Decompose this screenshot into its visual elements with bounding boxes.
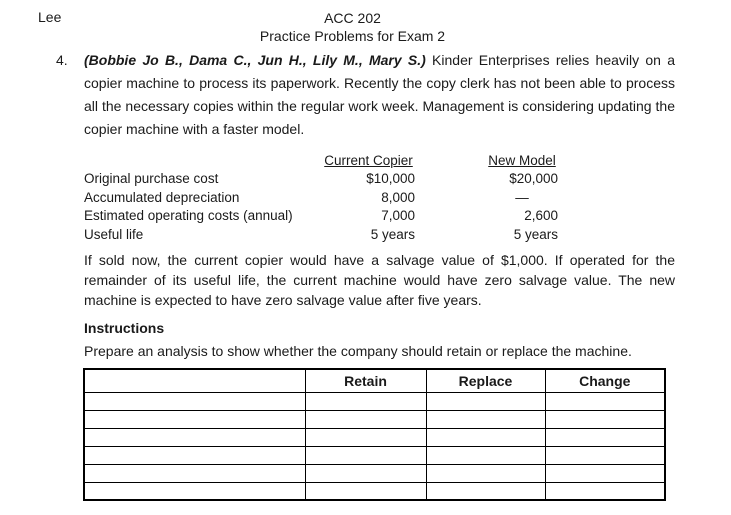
answer-table [83, 368, 666, 501]
answer-table-cell [84, 464, 305, 482]
course-title: ACC 202 [324, 10, 381, 26]
answer-header-retain: Retain [305, 369, 426, 392]
comparison-header-row [84, 149, 558, 168]
comparison-table [84, 149, 558, 242]
column-header-current-copier: Current Copier [324, 152, 413, 168]
answer-table-header-row [84, 369, 665, 392]
answer-table-cell [426, 410, 545, 428]
answer-table-cell [426, 482, 545, 500]
blank-cell [415, 186, 486, 205]
blank-cell [415, 149, 486, 168]
current-copier-value: 8,000 [381, 189, 415, 205]
answer-table-empty-row [84, 446, 665, 464]
blank-cell [415, 223, 486, 242]
answer-table-cell [545, 410, 665, 428]
answer-table-cell [84, 446, 305, 464]
answer-table-cell [84, 392, 305, 410]
problem-body: Kinder Enterprises relies heavily on a copier machine to process its paperwork. Recently the copy clerk has not been able to process all the necessary copies within the regular work week. Management is considering updating the copier machine with a faster model. [84, 52, 675, 137]
answer-table-cell [426, 446, 545, 464]
row-label: Accumulated depreciation [84, 189, 240, 205]
row-label: Useful life [84, 226, 144, 242]
answer-table-empty-row [84, 428, 665, 446]
answer-table-cell [545, 464, 665, 482]
problem-text [84, 49, 675, 141]
blank-cell [84, 149, 322, 168]
problem-number: 4. [56, 52, 68, 68]
blank-cell [415, 168, 486, 187]
new-model-value: — [515, 189, 529, 205]
new-model-value: $20,000 [509, 171, 558, 186]
page-title: Practice Problems for Exam 2 [259, 28, 446, 44]
answer-table-cell [305, 428, 426, 446]
instructions-text: Prepare an analysis to show whether the company should retain or replace the machine. [84, 343, 632, 359]
problem-block [56, 49, 675, 141]
author-name: Lee [38, 9, 62, 25]
table-row [84, 205, 558, 224]
document-header [40, 9, 665, 45]
answer-header-replace: Replace [426, 369, 545, 392]
answer-table-cell [426, 464, 545, 482]
answer-table-cell [545, 392, 665, 410]
answer-table-cell [305, 410, 426, 428]
student-names: (Bobbie Jo B., Dama C., Jun H., Lily M., Mary S.) [84, 52, 426, 68]
answer-table-cell [545, 446, 665, 464]
blank-cell [415, 205, 486, 224]
table-row [84, 186, 558, 205]
answer-table-empty-row [84, 464, 665, 482]
answer-table-cell [426, 428, 545, 446]
answer-table-empty-row [84, 410, 665, 428]
answer-table-cell [545, 428, 665, 446]
answer-table-cell [305, 464, 426, 482]
answer-table-cell [84, 410, 305, 428]
answer-table-rows [84, 369, 665, 500]
answer-table-cell [545, 482, 665, 500]
answer-table-cell [305, 482, 426, 500]
table-row [84, 223, 558, 242]
answer-table-cell [305, 446, 426, 464]
current-copier-value: $10,000 [366, 171, 415, 186]
new-model-value: 5 years [513, 226, 558, 242]
answer-table-cell [426, 392, 545, 410]
column-header-new-model: New Model [488, 152, 556, 168]
current-copier-value: 5 years [370, 226, 415, 242]
row-label: Estimated operating costs (annual) [84, 208, 293, 223]
answer-table-cell [84, 428, 305, 446]
current-copier-value: 7,000 [381, 208, 415, 223]
answer-header-blank [84, 369, 305, 392]
answer-header-change: Change [545, 369, 665, 392]
table-row [84, 168, 558, 187]
answer-table-cell [84, 482, 305, 500]
row-label: Original purchase cost [84, 171, 219, 186]
instructions-heading: Instructions [84, 320, 165, 336]
answer-table-empty-row [84, 392, 665, 410]
answer-table-empty-row [84, 482, 665, 500]
answer-table-cell [305, 392, 426, 410]
new-model-value: 2,600 [524, 208, 558, 223]
salvage-paragraph: If sold now, the current copier would have a salvage value of $1,000. If operated for the remainder of its useful life, the current machine would have zero salvage value. The new machine is expected to have zero salvage value after five years. [84, 252, 675, 308]
